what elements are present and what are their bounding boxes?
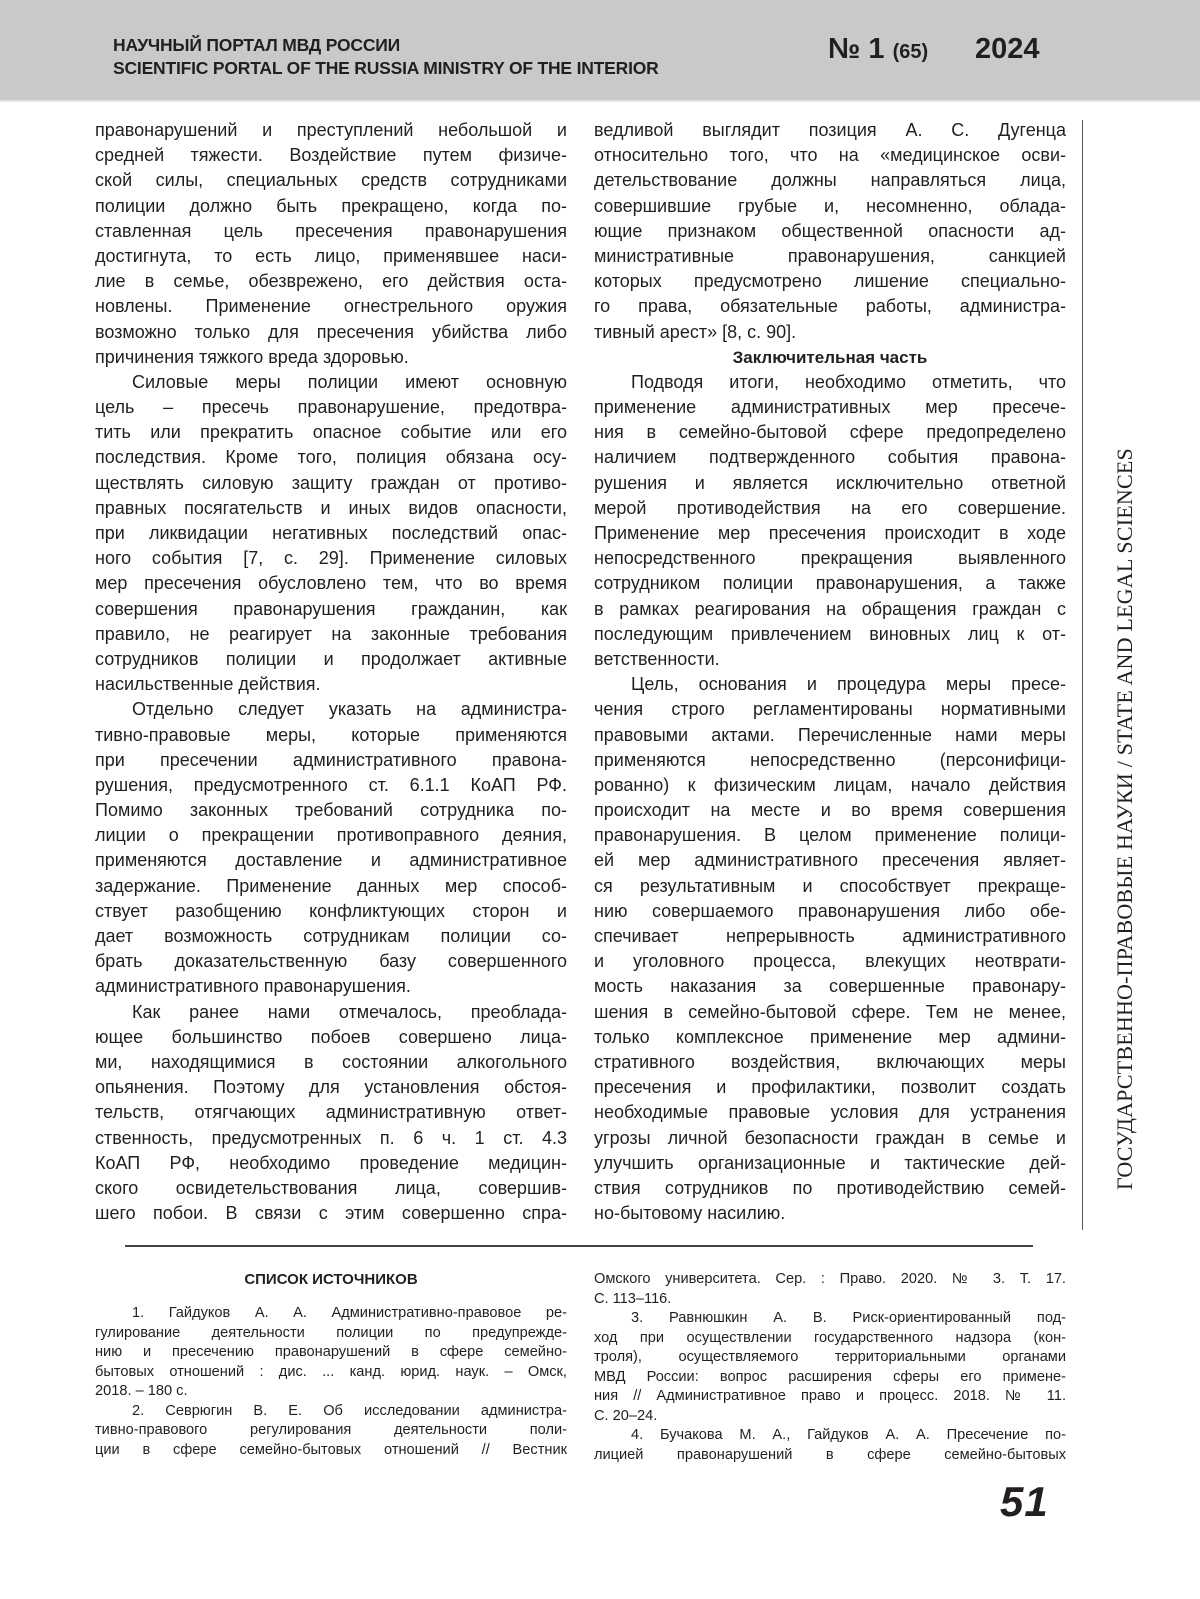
text-line: ствия сотрудников по противодействию семей- bbox=[594, 1176, 1066, 1201]
text-line: правило, не реагирует на законные требования bbox=[95, 622, 567, 647]
text-line: рованно) к физическим лицам, начало действия bbox=[594, 773, 1066, 798]
text-line: лие в семье, обезврежено, его действия оста- bbox=[95, 269, 567, 294]
text-line: С. 113–116. bbox=[594, 1290, 1066, 1310]
text-line: ющее большинство побоев совершено лица- bbox=[95, 1025, 567, 1050]
text-line: Как ранее нами отмечалось, преоблада- bbox=[95, 1000, 567, 1025]
body-column-right bbox=[594, 118, 1066, 1226]
text-line: тивно-правовые меры, которые применяются bbox=[95, 723, 567, 748]
issue-label: № 1 bbox=[828, 33, 885, 65]
text-line: ществлять силовую защиту граждан от противо- bbox=[95, 471, 567, 496]
text-line: Помимо законных требований сотрудника по- bbox=[95, 798, 567, 823]
text-line: министративные правонарушения, санкцией bbox=[594, 244, 1066, 269]
text-line: ного события [7, с. 29]. Применение силовых bbox=[95, 546, 567, 571]
text-line: угрозы личной безопасности граждан в семье и bbox=[594, 1126, 1066, 1151]
text-line: шего побои. В связи с этим совершенно спра- bbox=[95, 1201, 567, 1226]
text-line: достигнута, то есть лицо, применявшее наси- bbox=[95, 244, 567, 269]
text-line: необходимые правовые условия для устранения bbox=[594, 1100, 1066, 1125]
text-line: совершившие грубые и, несомненно, облада- bbox=[594, 194, 1066, 219]
text-line: шения в семейно-бытовой сфере. Тем не менее, bbox=[594, 1000, 1066, 1025]
text-line: брать доказательственную базу совершенного bbox=[95, 949, 567, 974]
journal-title-en: SCIENTIFIC PORTAL OF THE RUSSIA MINISTRY OF THE INTERIOR bbox=[113, 58, 659, 79]
text-line: задержание. Применение данных мер способ- bbox=[95, 874, 567, 899]
text-line: ведливой выглядит позиция А. С. Дугенца bbox=[594, 118, 1066, 143]
text-line: правонарушения. В целом применение полици- bbox=[594, 823, 1066, 848]
text-line: го права, обязательные работы, администра- bbox=[594, 294, 1066, 319]
text-line: 1. Гайдуков А. А. Административно-правовое ре- bbox=[95, 1304, 567, 1324]
text-line: ставленная цель пресечения правонарушения bbox=[95, 219, 567, 244]
text-line: ющие признаком общественной опасности ад- bbox=[594, 219, 1066, 244]
text-line: только комплексное применение мер админи- bbox=[594, 1025, 1066, 1050]
text-line: 4. Бучакова М. А., Гайдуков А. А. Пресечение по- bbox=[594, 1426, 1066, 1446]
text-line: ской силы, специальных средств сотрудниками bbox=[95, 168, 567, 193]
text-line: тивный арест» [8, с. 90]. bbox=[594, 320, 1066, 345]
text-line: последствия. Кроме того, полиция обязана осу- bbox=[95, 445, 567, 470]
text-line: ход при осуществлении государственного надзора (кон- bbox=[594, 1329, 1066, 1349]
text-line: ственность, предусмотренных п. 6 ч. 1 ст. 4.3 bbox=[95, 1126, 567, 1151]
text-line: лиции о прекращении противоправного деяния, bbox=[95, 823, 567, 848]
text-line: наличием подтвержденного события правона- bbox=[594, 445, 1066, 470]
text-line: при пресечении административного правона- bbox=[95, 748, 567, 773]
text-line: возможно только для пресечения убийства либо bbox=[95, 320, 567, 345]
text-line: 3. Равнюшкин А. В. Риск-ориентированный под- bbox=[594, 1309, 1066, 1329]
column-divider bbox=[1082, 120, 1083, 1230]
text-line: сотрудников полиции и продолжает активные bbox=[95, 647, 567, 672]
text-line: ми, находящимися в состоянии алкогольного bbox=[95, 1050, 567, 1075]
journal-header bbox=[0, 0, 1200, 102]
text-line: тельств, отягчающих административную ответ- bbox=[95, 1100, 567, 1125]
references-heading: СПИСОК ИСТОЧНИКОВ bbox=[95, 1268, 567, 1304]
references-left bbox=[95, 1268, 567, 1460]
text-line: правонарушений и преступлений небольшой и bbox=[95, 118, 567, 143]
issue-total: (65) bbox=[893, 41, 929, 63]
text-line: ей мер административного пресечения являет- bbox=[594, 848, 1066, 873]
text-line: МВД России: вопрос расширения сферы его примене- bbox=[594, 1368, 1066, 1388]
section-side-label: ГОСУДАРСТВЕННО-ПРАВОВЫЕ НАУКИ / STATE AND LEGAL SCIENCES bbox=[1112, 448, 1138, 1190]
text-line: троля), осуществляемого территориальными органами bbox=[594, 1348, 1066, 1368]
text-line: улучшить организационные и тактические дей- bbox=[594, 1151, 1066, 1176]
text-line: гулирование деятельности полиции по предупрежде- bbox=[95, 1324, 567, 1344]
text-line: стративного воздействия, включающих меры bbox=[594, 1050, 1066, 1075]
text-line: последующим привлечением виновных лиц к от- bbox=[594, 622, 1066, 647]
text-line: и уголовного процесса, влекущих неотврати- bbox=[594, 949, 1066, 974]
text-line: ствует разобщению конфликтующих сторон и bbox=[95, 899, 567, 924]
text-line: ветственности. bbox=[594, 647, 1066, 672]
text-line: средней тяжести. Воздействие путем физиче- bbox=[95, 143, 567, 168]
text-line: административного правонарушения. bbox=[95, 974, 567, 999]
text-line: мость наказания за совершенные правонару- bbox=[594, 974, 1066, 999]
text-line: чения строго регламентированы нормативными bbox=[594, 697, 1066, 722]
text-line: Применение мер пресечения происходит в ходе bbox=[594, 521, 1066, 546]
text-line: цель – пресечь правонарушение, предотвра- bbox=[95, 395, 567, 420]
text-line: Силовые меры полиции имеют основную bbox=[95, 370, 567, 395]
text-line: полиции должно быть прекращено, когда по- bbox=[95, 194, 567, 219]
text-line: Подводя итоги, необходимо отметить, что bbox=[594, 370, 1066, 395]
text-line: опьянения. Поэтому для установления обстоя- bbox=[95, 1075, 567, 1100]
text-line: сотрудником полиции правонарушения, а также bbox=[594, 571, 1066, 596]
text-line: ся результативным и способствует прекраще- bbox=[594, 874, 1066, 899]
text-line: новлены. Применение огнестрельного оружия bbox=[95, 294, 567, 319]
text-line: при ликвидации негативных последствий опас- bbox=[95, 521, 567, 546]
text-line: причинения тяжкого вреда здоровью. bbox=[95, 345, 567, 370]
text-line: С. 20–24. bbox=[594, 1407, 1066, 1427]
text-line: дает возможность сотрудникам полиции со- bbox=[95, 924, 567, 949]
text-line: в рамках реагирования на обращения граждан с bbox=[594, 597, 1066, 622]
text-line: ния в семейно-бытовой сфере предопределено bbox=[594, 420, 1066, 445]
text-line: применяются непосредственно (персонифици- bbox=[594, 748, 1066, 773]
text-line: мер пресечения обусловлено тем, что во время bbox=[95, 571, 567, 596]
text-line: совершения правонарушения гражданин, как bbox=[95, 597, 567, 622]
right-column-continuation bbox=[594, 118, 1066, 345]
conclusion-text bbox=[594, 370, 1066, 1226]
text-line: лицией правонарушений в сфере семейно-бытовых bbox=[594, 1446, 1066, 1466]
text-line: пресечения и профилактики, позволит создать bbox=[594, 1075, 1066, 1100]
text-line: нию и пресечению правонарушений в сфере семейно- bbox=[95, 1343, 567, 1363]
text-line: ции в сфере семейно-бытовых отношений // Вестник bbox=[95, 1441, 567, 1461]
text-line: происходит на месте и во время совершения bbox=[594, 798, 1066, 823]
text-line: спечивает непрерывность административного bbox=[594, 924, 1066, 949]
text-line: нию совершаемого правонарушения либо обе- bbox=[594, 899, 1066, 924]
text-line: ния // Административное право и процесс. 2018. № 11. bbox=[594, 1387, 1066, 1407]
text-line: рушения и является исключительно ответной bbox=[594, 471, 1066, 496]
references-right bbox=[594, 1270, 1066, 1465]
text-line: правовыми актами. Перечисленные нами меры bbox=[594, 723, 1066, 748]
text-line: 2018. – 180 с. bbox=[95, 1382, 567, 1402]
text-line: насильственные действия. bbox=[95, 672, 567, 697]
text-line: но-бытовому насилию. bbox=[594, 1201, 1066, 1226]
text-line: которых предусмотрено лишение специально- bbox=[594, 269, 1066, 294]
text-line: бытовых отношений : дис. ... канд. юрид. наук. – Омск, bbox=[95, 1363, 567, 1383]
text-line: рушения, предусмотренного ст. 6.1.1 КоАП РФ. bbox=[95, 773, 567, 798]
page-number: 51 bbox=[1000, 1478, 1049, 1526]
text-line: непосредственного прекращения выявленного bbox=[594, 546, 1066, 571]
text-line: 2. Севрюгин В. Е. Об исследовании администра- bbox=[95, 1402, 567, 1422]
issue-year: 2024 bbox=[975, 33, 1040, 66]
text-line: относительно того, что на «медицинское осви- bbox=[594, 143, 1066, 168]
journal-title-ru: НАУЧНЫЙ ПОРТАЛ МВД РОССИИ bbox=[113, 35, 400, 56]
text-line: применяются доставление и административное bbox=[95, 848, 567, 873]
text-line: детельствование должны направляться лица, bbox=[594, 168, 1066, 193]
issue-number bbox=[828, 33, 928, 66]
text-line: Отдельно следует указать на администра- bbox=[95, 697, 567, 722]
text-line: правных посягательств и иных видов опасности, bbox=[95, 496, 567, 521]
text-line: КоАП РФ, необходимо проведение медицин- bbox=[95, 1151, 567, 1176]
references-divider bbox=[125, 1245, 1033, 1247]
text-line: мерой противодействия на его совершение. bbox=[594, 496, 1066, 521]
body-column-left bbox=[95, 118, 567, 1226]
text-line: применение административных мер пресече- bbox=[594, 395, 1066, 420]
text-line: Омского университета. Сер. : Право. 2020. № 3. Т. 17. bbox=[594, 1270, 1066, 1290]
text-line: тивно-правового регулирования деятельности поли- bbox=[95, 1421, 567, 1441]
conclusion-heading: Заключительная часть bbox=[594, 345, 1066, 370]
text-line: Цель, основания и процедура меры пресе- bbox=[594, 672, 1066, 697]
text-line: ского освидетельствования лица, совершив- bbox=[95, 1176, 567, 1201]
text-line: тить или прекратить опасное событие или его bbox=[95, 420, 567, 445]
